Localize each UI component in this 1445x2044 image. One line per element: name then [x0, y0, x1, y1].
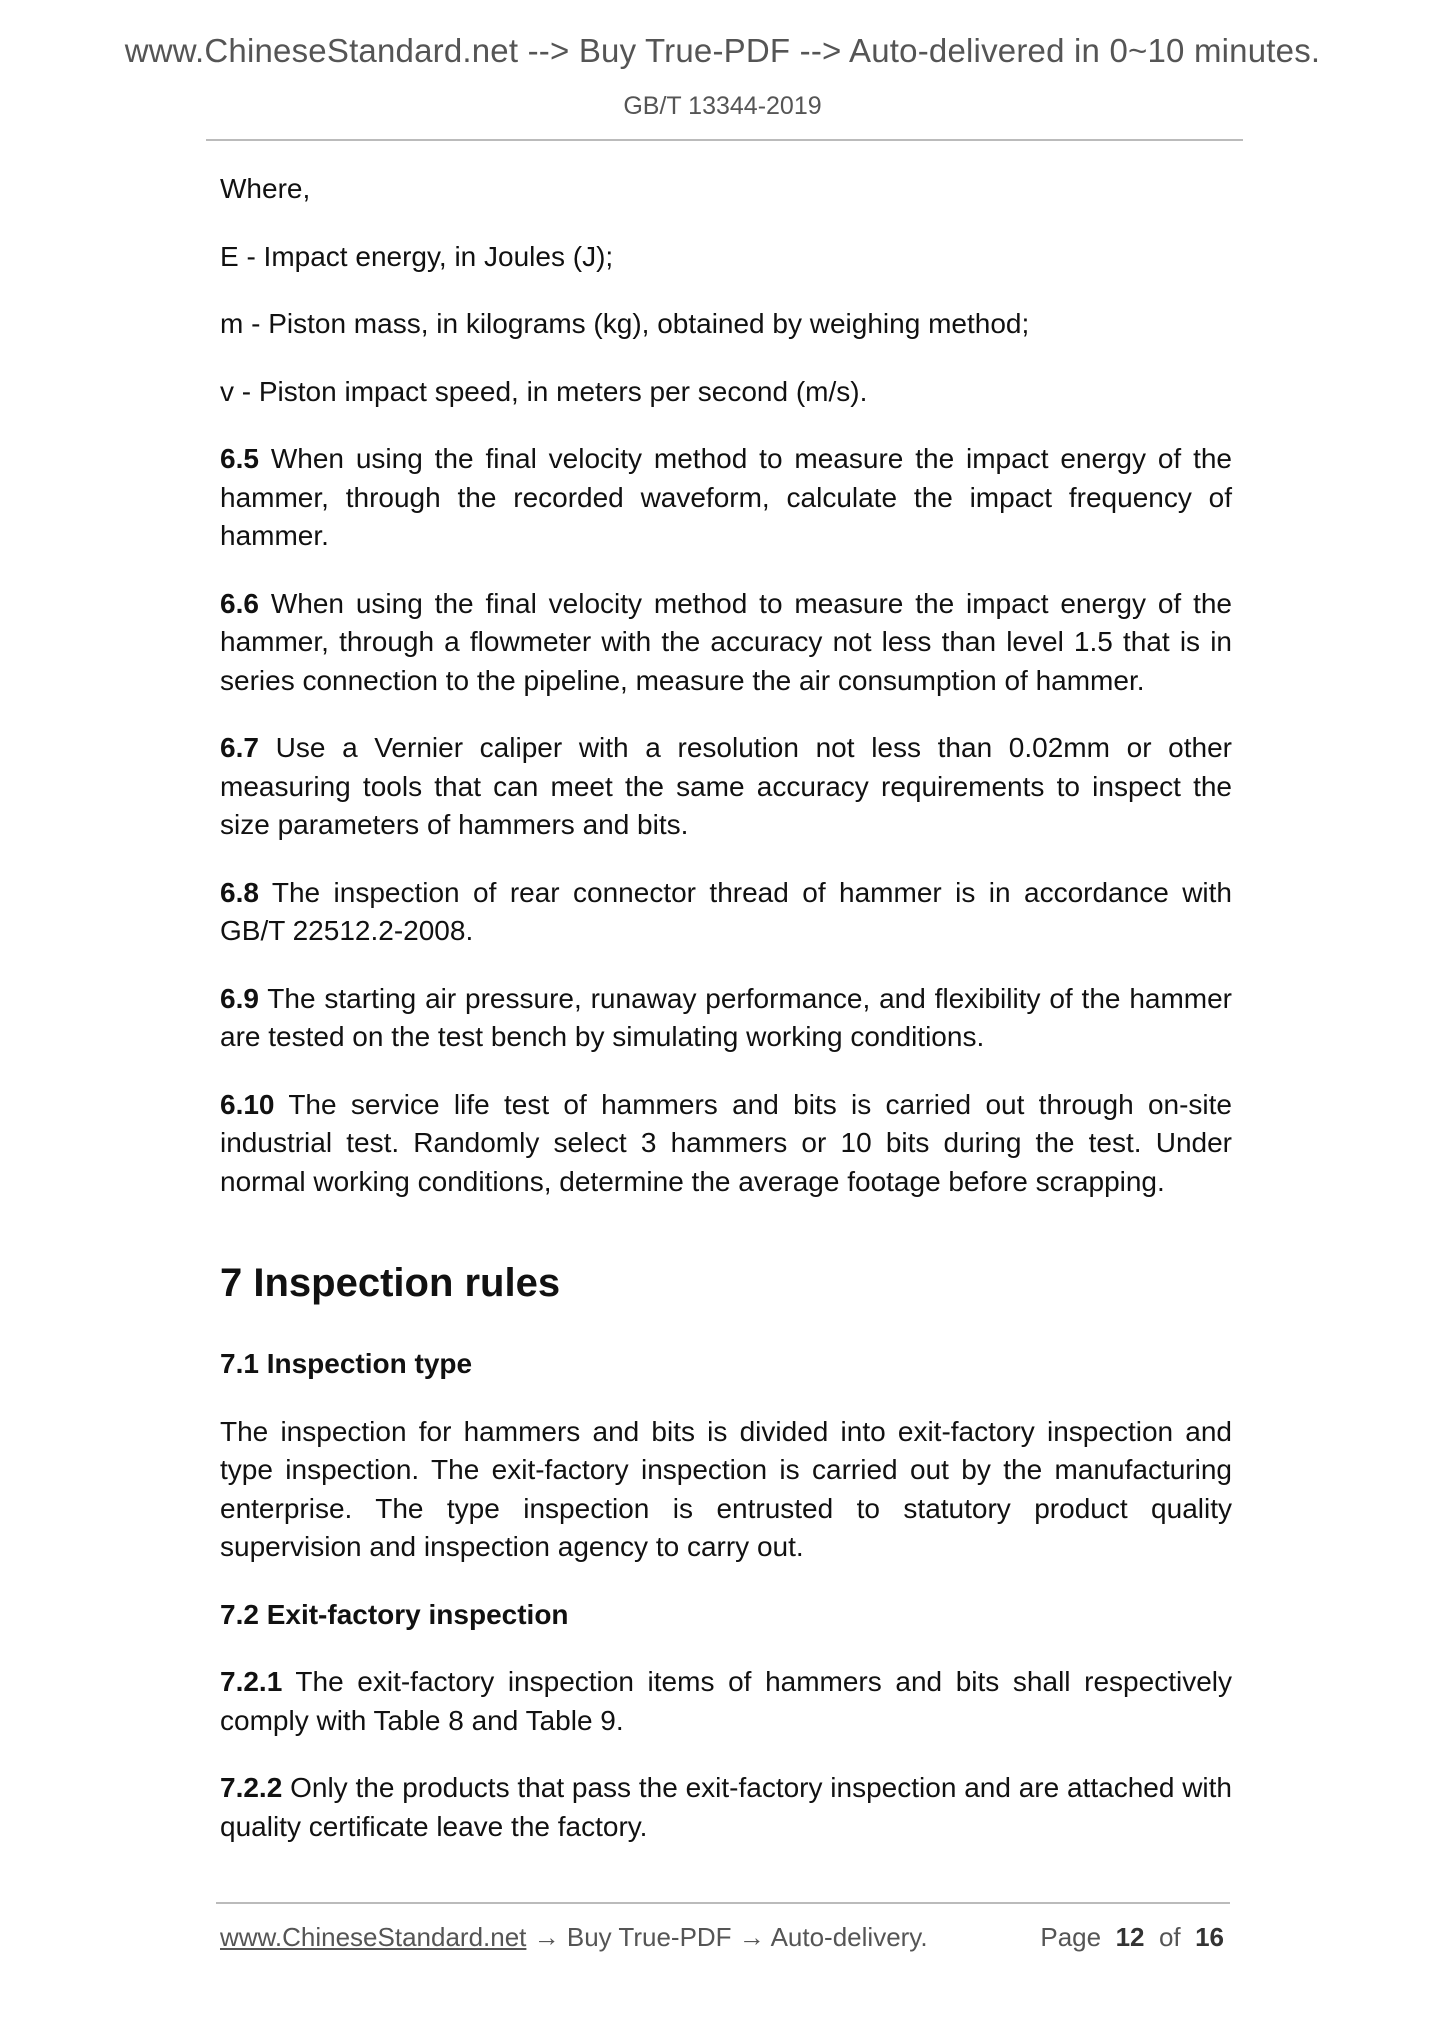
clause-text: Use a Vernier caliper with a resolution not less than 0.02mm or other measuring tools that can meet the same accuracy requirements to inspect the size parameters of hammers and bits. [220, 732, 1233, 840]
standard-code: GB/T 13344-2019 [623, 92, 822, 120]
clause-number: 7.2.1 [220, 1666, 283, 1697]
clause-6-10 [220, 1086, 1232, 1202]
clause-text: The exit-factory inspection items of hammers and bits shall respectively comply with Table 8 and Table 9. [220, 1666, 1232, 1736]
section-7-2-heading: 7.2 Exit-factory inspection [220, 1598, 569, 1630]
section-7-heading: 7 Inspection rules [220, 1261, 561, 1305]
top-banner: www.ChineseStandard.net --> Buy True-PDF --> Auto-delivered in 0~10 minutes. [124, 32, 1321, 69]
clause-6-7 [220, 729, 1232, 845]
clause-number: 6.5 [220, 443, 259, 474]
clause-text: Only the products that pass the exit-factory inspection and are attached with quality certificate leave the factory. [220, 1772, 1233, 1842]
section-7-1-heading: 7.1 Inspection type [220, 1348, 473, 1379]
definition-e: E - Impact energy, in Joules (J); [220, 240, 614, 272]
clause-7-2-1 [220, 1663, 1232, 1740]
footer-delivery-text: → Buy True-PDF → Auto-delivery. [526, 1922, 928, 1952]
section-7-1-text: The inspection for hammers and bits is divided into exit-factory inspection and type inspection. The exit-factory inspection is carried out by the manufacturing enterprise. The type inspection is entrusted to statutory product quality supervision and inspection agency to carry out. [220, 1415, 1232, 1562]
total-page-number: 16 [1195, 1922, 1224, 1952]
clause-text: The starting air pressure, runaway performance, and flexibility of the hammer are tested on the test bench by simulating working conditions. [220, 982, 1233, 1052]
clause-7-2-2 [220, 1769, 1232, 1846]
clause-6-9 [220, 980, 1232, 1057]
page-label: Page [1040, 1922, 1102, 1952]
footer-divider [216, 1902, 1230, 1904]
clause-number: 6.6 [220, 587, 259, 619]
clause-6-5 [220, 440, 1232, 556]
clause-number: 6.8 [220, 876, 259, 908]
definition-m: m - Piston mass, in kilograms (kg), obtained by weighing method; [220, 308, 1030, 339]
clause-number: 7.2.2 [220, 1772, 283, 1803]
where-label: Where, [220, 173, 311, 204]
current-page-number: 12 [1115, 1922, 1145, 1952]
clause-6-8 [220, 874, 1232, 951]
clause-6-6 [220, 585, 1232, 701]
footer-site-link[interactable]: www.ChineseStandard.net [220, 1922, 527, 1952]
clause-number: 6.9 [220, 982, 259, 1014]
header-divider [206, 139, 1243, 141]
clause-text: When using the final velocity method to measure the impact energy of the hammer, through a flowmeter with the accuracy not less than level 1.5 that is in series connection to the pipeline, measure the air consumption of hammer. [220, 587, 1232, 696]
page-body [220, 170, 1232, 1875]
page-indicator [1040, 1922, 1224, 1953]
footer-left [220, 1922, 928, 1952]
clause-text: The inspection of rear connector thread of hammer is in accordance with GB/T 22512.2-2008. [220, 876, 1232, 946]
clause-text: When using the final velocity method to measure the impact energy of the hammer, through the recorded waveform, calculate the impact frequency of hammer. [220, 443, 1232, 551]
page-footer [220, 1922, 1230, 1953]
definition-v: v - Piston impact speed, in meters per second (m/s). [220, 375, 868, 407]
clause-text: The service life test of hammers and bits is carried out through on-site industrial test. Randomly select 3 hammers or 10 bits during the test. Under normal working conditions, determine the average footage before scrapping. [220, 1088, 1232, 1197]
of-label: of [1158, 1922, 1181, 1952]
clause-number: 6.10 [220, 1088, 275, 1120]
clause-number: 6.7 [220, 732, 259, 763]
